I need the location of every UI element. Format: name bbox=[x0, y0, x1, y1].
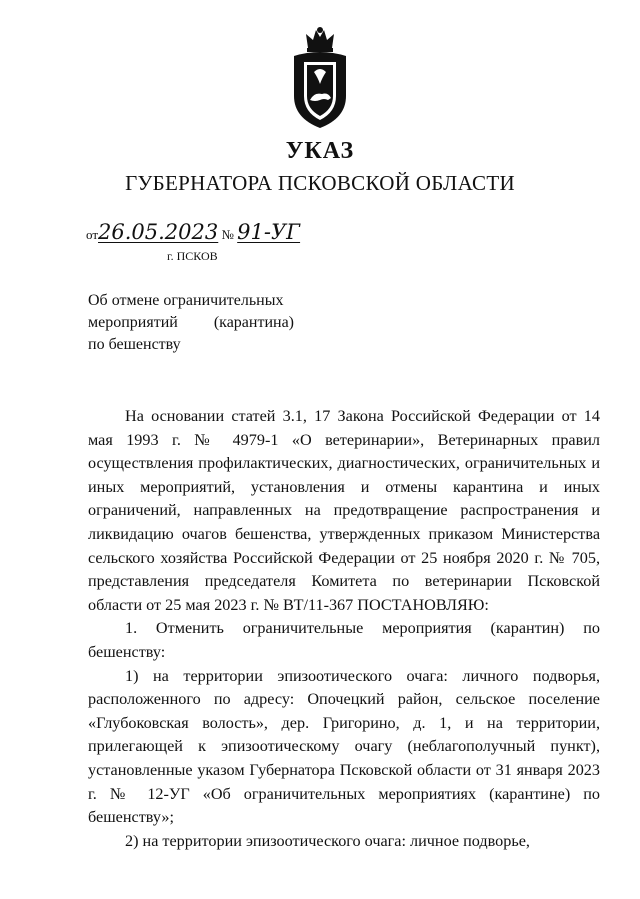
body-paragraph: 1. Отменить ограничительные мероприятия (карантин) по бешенству: bbox=[88, 619, 600, 661]
decree-date: 26.05.2023 bbox=[98, 220, 219, 244]
decree-subject bbox=[88, 290, 294, 356]
subject-line: по бешенству bbox=[88, 336, 181, 353]
dateline bbox=[86, 220, 300, 244]
date-prefix: от bbox=[86, 227, 99, 242]
document-title: УКАЗ bbox=[285, 138, 355, 164]
subject-line: Об отмене ограничительных bbox=[88, 292, 284, 309]
subject-word: (карантина) bbox=[213, 314, 294, 331]
body-paragraph: 1) на территории эпизоотического очага: личного подворья, расположенного по адресу: Опочецкий район, сельское поселение «Глубоковская волость», дер. Григорино, д. 1, и на территории, прилегающей к эпизоотическому очагу (неблагополучный пункт), установленные указом Губернатора Псковской области от 31 января 2023 г. № 12-УГ «Об ограничительных мероприятиях (карантине) по бешенству»; bbox=[88, 666, 600, 827]
decree-number: 91-УГ bbox=[237, 220, 301, 244]
subject-line bbox=[88, 312, 294, 334]
coat-of-arms-icon bbox=[288, 26, 352, 132]
issuer-title: ГУБЕРНАТОРА ПСКОВСКОЙ ОБЛАСТИ bbox=[125, 171, 515, 195]
subject-word: мероприятий bbox=[88, 314, 178, 331]
number-prefix: № bbox=[221, 227, 234, 242]
body-paragraph: На основании статей 3.1, 17 Закона Российской Федерации от 14 мая 1993 г. № 4979-1 «О ветеринарии», Ветеринарных правил осуществления профилактических, диагностических, ограничительных и иных мероприятий, установления и отмены карантина и иных ограничений, направленных на предотвращение распространения и ликвидацию очагов бешенства, утвержденных приказом Министерства сельского хозяйства Российской Федерации от 25 ноября 2020 г. № 705, представления председателя Комитета по ветеринарии Псковской области от 25 мая 2023 г. № ВТ/11-367 ПОСТАНОВЛЯЮ: bbox=[88, 407, 600, 614]
decree-body bbox=[88, 405, 600, 853]
body-paragraph: 2) на территории эпизоотического очага: личное подворье, bbox=[125, 831, 530, 850]
city-label: г. ПСКОВ bbox=[167, 249, 218, 263]
